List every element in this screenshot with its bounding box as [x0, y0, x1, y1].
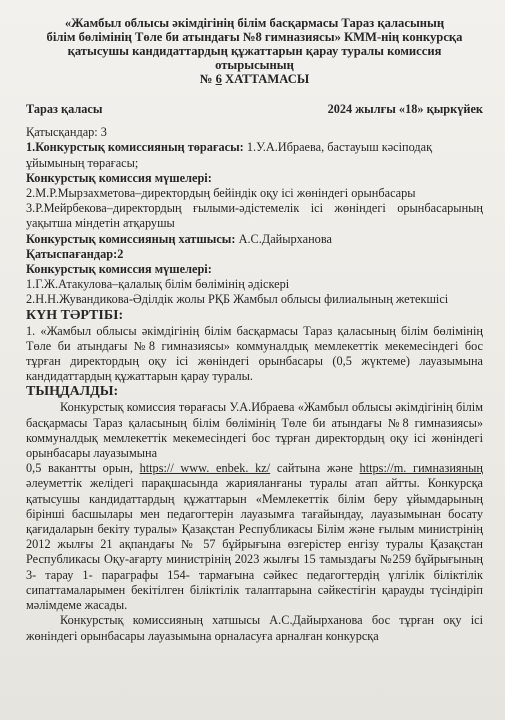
- heard-title: ТЫҢДАЛДЫ:: [26, 384, 119, 400]
- absent-count: Қатыспағандар:2: [26, 246, 124, 261]
- gymnasium-link[interactable]: https://m. гимназияның: [359, 461, 483, 476]
- heard-text: сайтына және: [270, 461, 360, 476]
- chair-text: 1.У.А.Ибраева, бастауыш кәсіподақ ұйымының төрағасы;: [26, 140, 433, 170]
- secretary-text: А.С.Дайырханова: [235, 231, 332, 246]
- absent-item: 2.Н.Н.Жувандикова-Әділдік жолы РҚБ Жамбыл облысы филиалының жетекшісі: [26, 292, 449, 307]
- member-item: 3.Р.Мейрбекова–директордың ғылыми-әдістемелік ісі жөніндегі орынбасарының уақытша міндетін атқарушы: [26, 201, 483, 231]
- heard-text: 0,5 вакантты орын,: [26, 461, 140, 476]
- protocol-number: 6: [215, 72, 222, 86]
- header-line: қатысушы кандидаттардың құжаттарын қарау туралы комиссия: [67, 44, 442, 58]
- document-header: [26, 16, 483, 86]
- members-label: Конкурстық комиссия мүшелері:: [26, 262, 212, 277]
- header-line: отырысының: [215, 58, 294, 72]
- protocol-title: [26, 72, 483, 86]
- heard-text: әлеуметтік желідегі парақшасында жарияланғаны туралы атап айтты. Конкурсқа қатысушы кандидаттардың құжаттарын «Мемлекеттік білім беру ұйымдарының бірінші басшылары мен педагогтерін лауазымға тағайындау, лауазымынан босату қағидаларын бекіту туралы» Қазақстан Республикасы Білім және ғылым министрінің 2012 жылғы 21 ақпандағы № 57 бұйрығына өзгерістер енгізу туралы Қазақстан Республикасы Оқу-ағарту министрінің 2023 жылғы 15 тамыздағы №259 бұйрығының 3- тарау 1- параграфы 154- тармағына сәйкес педагогтердің үлгілік біліктілік сипаттамаларымен бекітілген біліктілік талаптарына сәйкестігін қарауды түсіндіріп мәлімдеме жасады.: [26, 476, 483, 613]
- date: 2024 жылғы «18» қыркүйек: [327, 102, 483, 116]
- header-line: білім бөлімінің Төле би атындағы №8 гимназиясы» КММ-нің конкурсқа: [46, 30, 463, 44]
- place: Тараз қаласы: [26, 102, 103, 116]
- heard-paragraph: Конкурстық комиссияның хатшысы А.С.Дайырханова бос тұрған оқу ісі жөніндегі орынбасары лауазымына орналасуға арналған конкурсқа: [26, 613, 483, 643]
- protocol-suffix: ХАТТАМАСЫ: [221, 72, 310, 86]
- present-count: Қатысқандар: 3: [26, 125, 107, 140]
- place-date-row: [26, 102, 483, 117]
- secretary-paragraph: [26, 232, 483, 247]
- member-item: 2.М.Р.Мырзахметова–директордың бейіндік оқу ісі жөніндегі орынбасары: [26, 186, 416, 201]
- heard-paragraph-cont: [26, 461, 483, 613]
- secretary-label: Конкурстық комиссияның хатшысы:: [26, 231, 236, 246]
- chair-paragraph: [26, 140, 483, 170]
- protocol-prefix: №: [199, 72, 216, 86]
- header-line: «Жамбыл облысы әкімдігінің білім басқармасы Тараз қаласының: [64, 16, 445, 30]
- members-label: Конкурстық комиссия мүшелері:: [26, 170, 212, 185]
- chair-label: 1.Конкурстық комиссияның төрағасы:: [26, 140, 244, 155]
- agenda-item: 1. «Жамбыл облысы әкімдігінің білім басқармасы Тараз қаласының білім бөлімінің Төле би атындағы №8 гимназиясы» коммуналдық мемлекеттік мекемесіндегі бос тұрған директордың оқу ісі жөніндегі орынбасары (0,5 жүктеме) лауазымына кандидаттардың құжаттарын қарау туралы.: [26, 323, 483, 384]
- absent-item: 1.Г.Ж.Атакулова–қалалық білім бөлімінің әдіскері: [26, 277, 290, 292]
- enbek-link[interactable]: https:// www. enbek. kz/: [139, 461, 271, 476]
- agenda-title: КҮН ТӘРТІБІ:: [26, 307, 124, 323]
- heard-paragraph: Конкурстық комиссия төрағасы У.А.Ибраева «Жамбыл облысы әкімдігінің білім басқармасы Тараз қаласының білім бөлімінің Төле би атындағы №8 гимназиясы» коммуналдық мемлекеттік мекемесіндегі бос тұрған директордың оқу ісі жөніндегі орынбасары лауазымына: [26, 400, 483, 461]
